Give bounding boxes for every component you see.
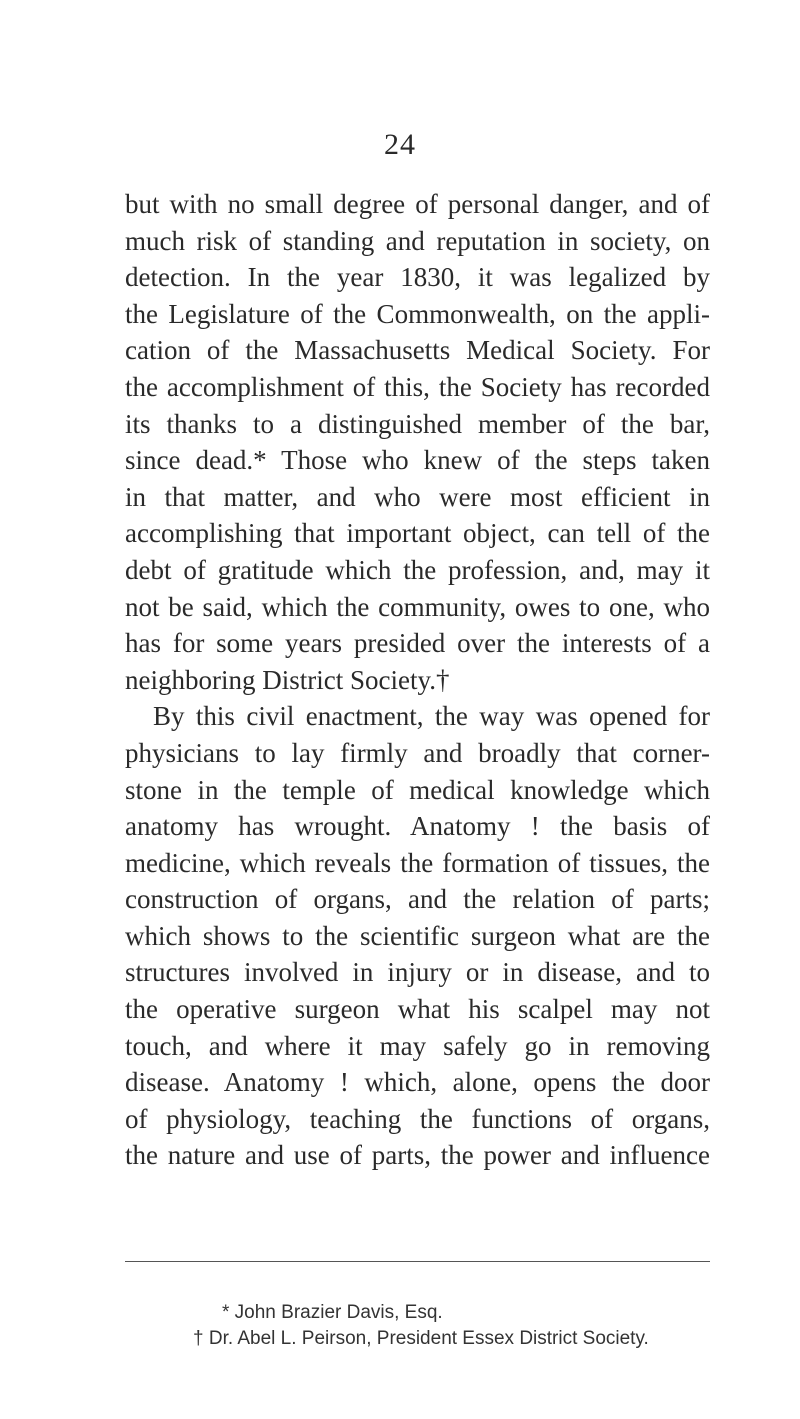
- text-line: the accomplishment of this, the Society has recorded: [125, 371, 710, 402]
- text-line: not be said, which the community, owes to one, who: [125, 591, 710, 622]
- footnote-2: † Dr. Abel L. Peirson, President Essex District Society.: [193, 1328, 649, 1349]
- page-number: 24: [384, 128, 416, 161]
- text-line: the Legislature of the Commonwealth, on the appli-: [125, 298, 710, 329]
- text-line: disease. Anatomy ! which, alone, opens the door: [125, 1067, 710, 1098]
- text-line: since dead.* Those who knew of the steps taken: [125, 445, 710, 476]
- text-line: structures involved in injury or in disease, and to: [125, 957, 710, 988]
- text-line: in that matter, and who were most efficient in: [125, 481, 710, 512]
- text-line: construction of organs, and the relation of parts;: [125, 884, 710, 915]
- footnote-1: * John Brazier Davis, Esq.: [222, 1302, 443, 1323]
- text-line: neighboring District Society.†: [125, 664, 450, 695]
- text-line: accomplishing that important object, can tell of the: [125, 518, 710, 549]
- footnotes: [193, 1300, 649, 1352]
- text-line: has for some years presided over the interests of a: [125, 628, 710, 659]
- text-line: cation of the Massachusetts Medical Society. For: [125, 335, 710, 366]
- text-line: By this civil enactment, the way was opened for: [153, 701, 710, 732]
- text-line: detection. In the year 1830, it was legalized by: [125, 262, 710, 293]
- text-line: physicians to lay firmly and broadly that corner-: [125, 737, 710, 768]
- text-line: the operative surgeon what his scalpel may not: [125, 994, 710, 1025]
- text-line: but with no small degree of personal danger, and of: [125, 189, 710, 219]
- text-line: touch, and where it may safely go in removing: [125, 1030, 710, 1061]
- text-line: medicine, which reveals the formation of tissues, the: [125, 847, 710, 878]
- text-line: which shows to the scientific surgeon what are the: [125, 920, 710, 951]
- text-line: its thanks to a distinguished member of the bar,: [125, 408, 710, 439]
- footnote-divider: [125, 1261, 710, 1262]
- text-line: stone in the temple of medical knowledge which: [125, 774, 710, 805]
- text-line: debt of gratitude which the profession, and, may it: [125, 554, 710, 585]
- text-line: much risk of standing and reputation in society, on: [125, 225, 710, 256]
- text-line: the nature and use of parts, the power and influence: [125, 1140, 710, 1171]
- text-line: of physiology, teaching the functions of organs,: [125, 1103, 710, 1134]
- body-text: [125, 186, 710, 1174]
- text-line: anatomy has wrought. Anatomy ! the basis of: [125, 811, 710, 842]
